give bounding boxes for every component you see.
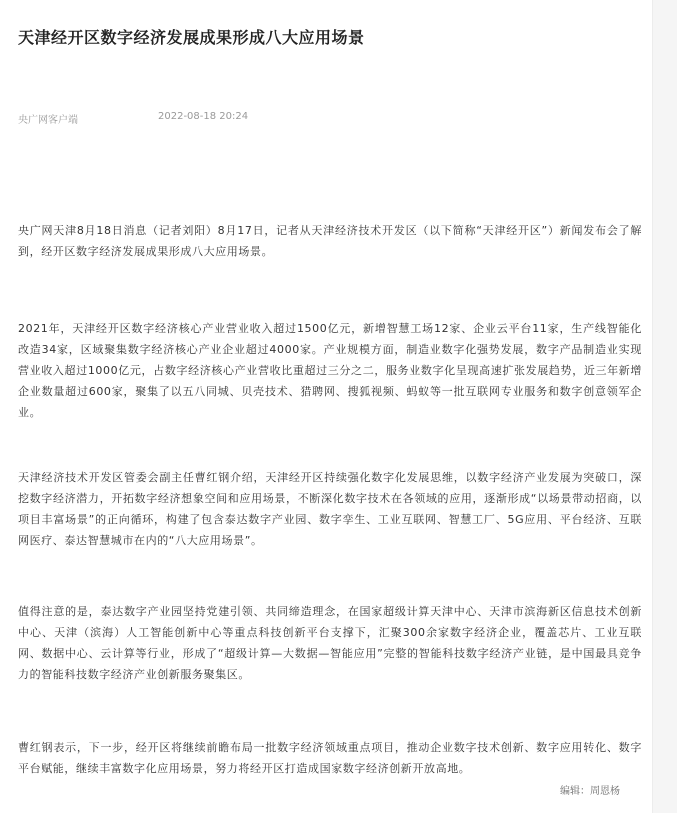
article-paragraph: 央广网天津8月18日消息（记者刘阳）8月17日，记者从天津经济技术开发区（以下简称“天津经开区”）新闻发布会了解到，经开区数字经济发展成果形成八大应用场景。: [18, 224, 642, 258]
article-paragraph: 2021年，天津经开区数字经济核心产业营业收入超过1500亿元，新增智慧工场12家、企业云平台11家，生产线智能化改造34家，区域聚集数字经济核心产业企业超过4000家。产业规模方面，制造业数字化强势发展，数字产品制造业实现营业收入超过1000亿元，占数字经济核心产业营收比重超过三分之二，服务业数字化呈现高速扩张发展趋势，近三年新增企业数量超过600家，聚集了以五八同城、贝壳技术、猎聘网、搜狐视频、蚂蚁等一批互联网专业服务和数字创意领军企业。: [18, 322, 642, 419]
article-paragraph: 天津经济技术开发区管委会副主任曹红钢介绍，天津经开区持续强化数字化发展思维，以数字经济产业发展为突破口，深挖数字经济潜力，开拓数字经济想象空间和应用场景，不断深化数字技术在各领域的应用，逐渐形成“以场景带动招商，以项目丰富场景”的正向循环，构建了包含泰达数字产业园、数字孪生、工业互联网、智慧工厂、5G应用、平台经济、互联网医疗、泰达智慧城市在内的“八大应用场景”。: [18, 471, 642, 547]
article-source: 央广网客户端: [18, 115, 78, 126]
article-paragraph: 曹红钢表示，下一步，经开区将继续前瞻布局一批数字经济领域重点项目，推动企业数字技术创新、数字应用转化、数字平台赋能，继续丰富数字化应用场景，努力将经开区打造成国家数字经济创新开放高地。: [18, 741, 642, 775]
article-datetime: 2022-08-18 20:24: [158, 111, 249, 122]
article-editor: 编辑：周恩杨: [560, 786, 620, 797]
article-meta: [18, 111, 249, 126]
article-title: 天津经开区数字经济发展成果形成八大应用场景: [18, 27, 365, 47]
article-paragraph: 值得注意的是，泰达数字产业园坚持党建引领、共同缔造理念，在国家超级计算天津中心、天津市滨海新区信息技术创新中心、天津（滨海）人工智能创新中心等重点科技创新平台支撑下，汇聚300余家数字经济企业，覆盖芯片、工业互联网、数据中心、云计算等行业，形成了“超级计算—大数据—智能应用”完整的智能科技数字经济产业链，是中国最具竞争力的智能科技数字经济产业创新服务聚集区。: [18, 605, 642, 681]
page-edge: [652, 0, 677, 813]
